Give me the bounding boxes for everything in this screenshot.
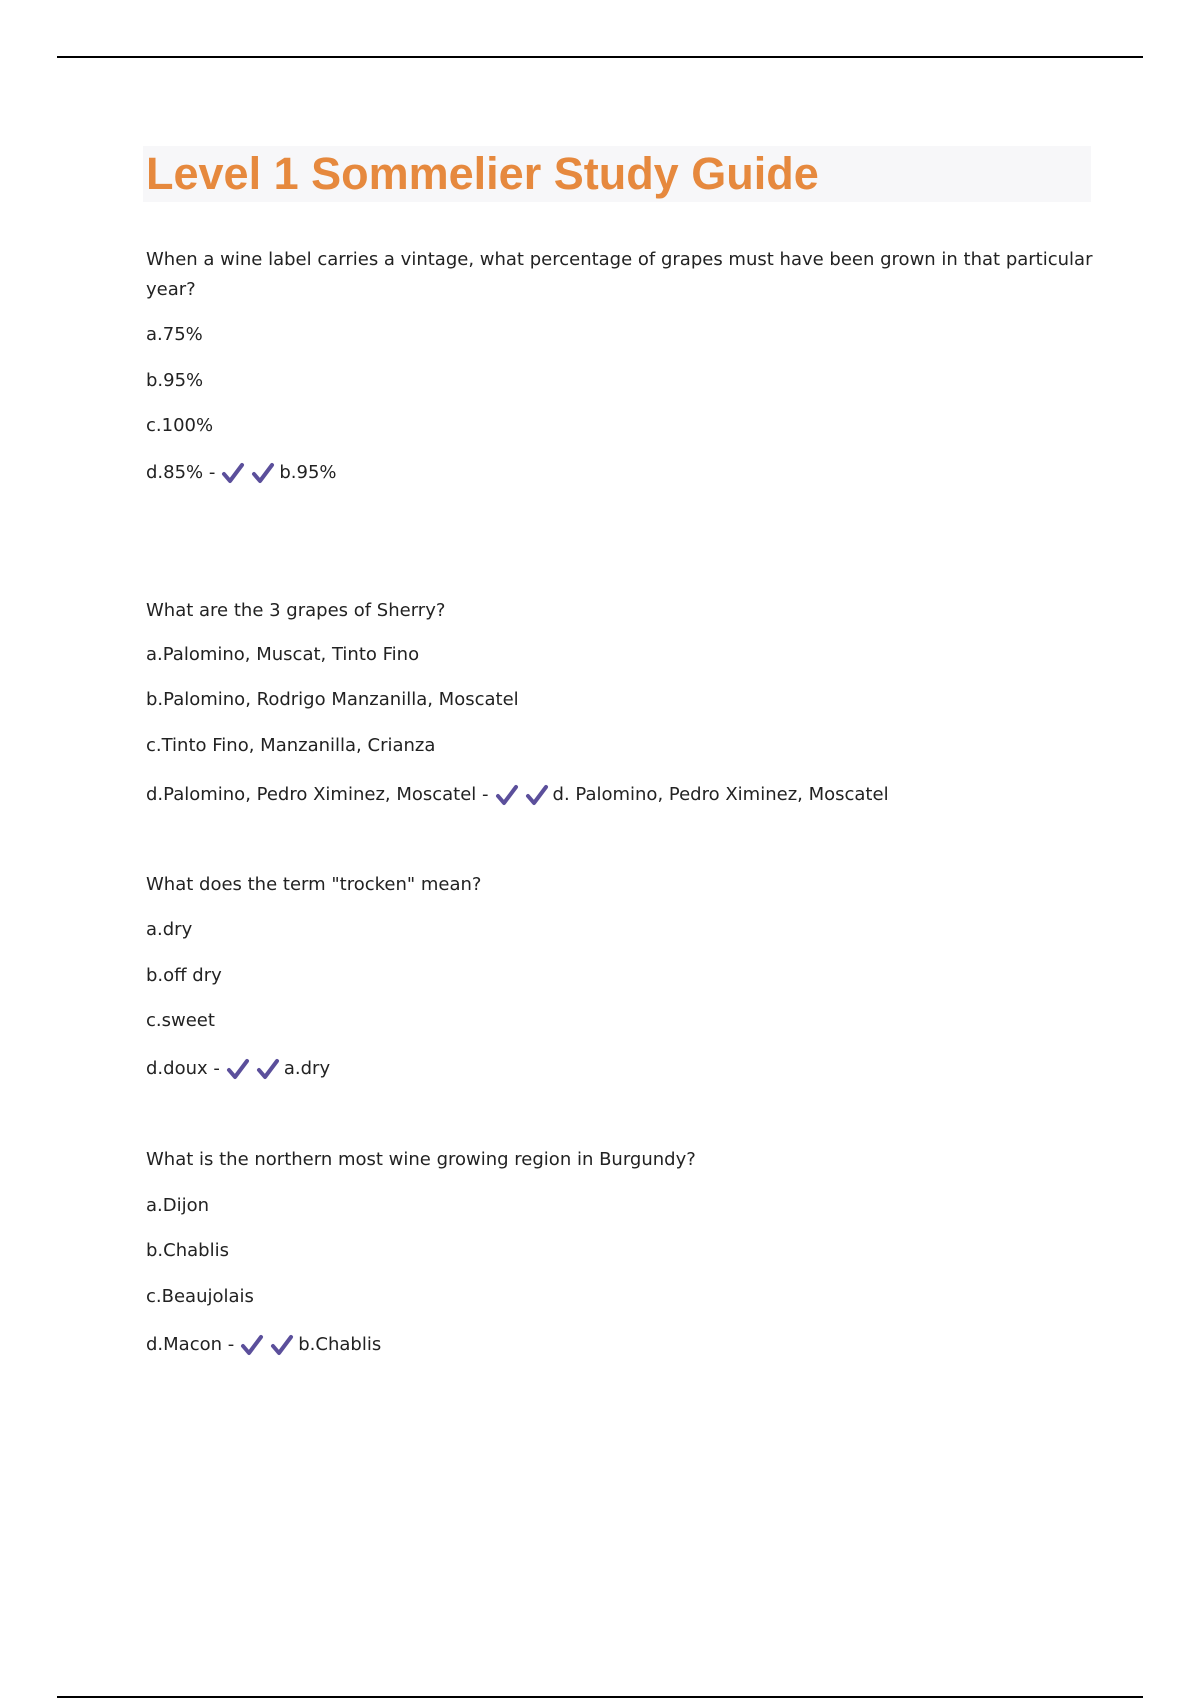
option-a: a.dry — [146, 919, 193, 940]
option-d: d.doux - — [146, 1058, 220, 1079]
option-c: c.100% — [146, 415, 214, 436]
correct-answer: b.Chablis — [298, 1334, 382, 1355]
correct-answer: a.dry — [283, 1058, 331, 1079]
option-c: c.Tinto Fino, Manzanilla, Crianza — [146, 735, 436, 756]
option-d: d.Macon - — [146, 1334, 235, 1355]
option-c: c.sweet — [146, 1010, 215, 1031]
correct-answer: d. Palomino, Pedro Ximinez, Moscatel — [552, 784, 889, 805]
question-text: What is the northern most wine growing region in Burgundy? — [146, 1149, 696, 1170]
option-d-with-answer — [146, 458, 337, 488]
option-a: a.Palomino, Muscat, Tinto Fino — [146, 644, 420, 665]
check-icon — [256, 1058, 280, 1080]
check-icon — [270, 1334, 294, 1356]
correct-answer: b.95% — [279, 462, 337, 483]
option-d: d.Palomino, Pedro Ximinez, Moscatel - — [146, 784, 489, 805]
document-title: Level 1 Sommelier Study Guide — [146, 148, 819, 199]
option-d: d.85% - — [146, 462, 216, 483]
option-d-with-answer — [146, 1054, 330, 1084]
option-b: b.95% — [146, 370, 204, 391]
question-text: What does the term "trocken" mean? — [146, 874, 482, 895]
option-d-with-answer — [146, 780, 889, 810]
check-icon — [221, 462, 245, 484]
check-icon — [495, 784, 519, 806]
option-b: b.off dry — [146, 965, 222, 986]
option-b: b.Palomino, Rodrigo Manzanilla, Moscatel — [146, 689, 519, 710]
option-b: b.Chablis — [146, 1240, 229, 1261]
header-rule — [57, 56, 1143, 58]
question-text: When a wine label carries a vintage, what percentage of grapes must have been grown in that particular year? — [146, 249, 1093, 300]
check-icon — [240, 1334, 264, 1356]
option-c: c.Beaujolais — [146, 1286, 254, 1307]
option-a: a.75% — [146, 324, 203, 345]
option-d-with-answer — [146, 1330, 381, 1360]
check-icon — [251, 462, 275, 484]
footer-rule — [57, 1696, 1143, 1698]
option-a: a.Dijon — [146, 1195, 210, 1216]
check-icon — [226, 1058, 250, 1080]
question-text: What are the 3 grapes of Sherry? — [146, 600, 446, 621]
check-icon — [525, 784, 549, 806]
